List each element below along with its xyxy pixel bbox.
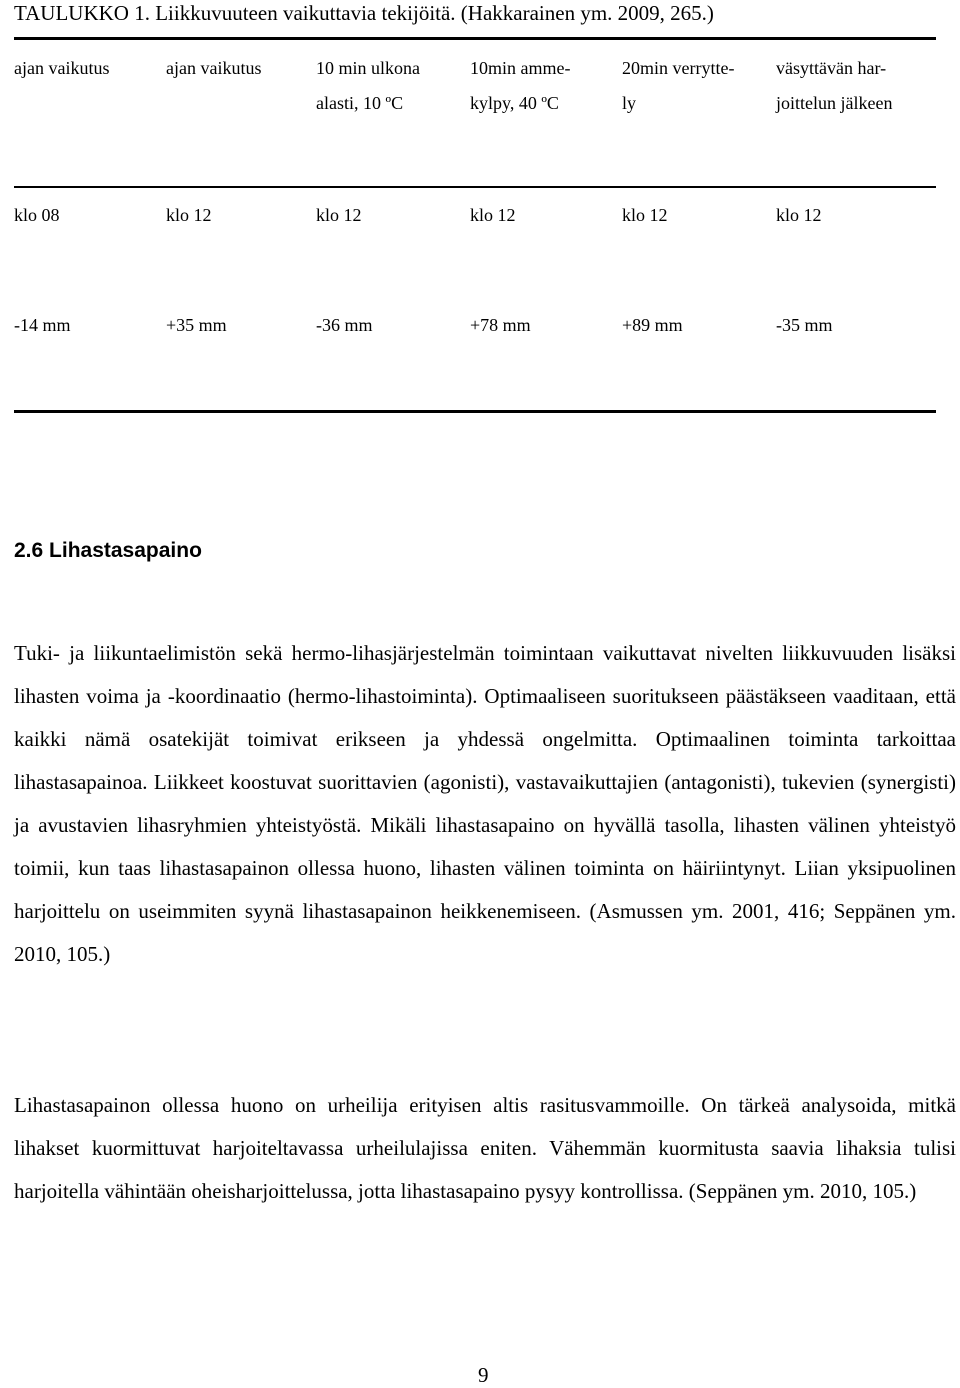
table-header-cell: 10min amme- — [470, 58, 571, 78]
table-cell-result: +78 mm — [470, 315, 531, 335]
page-number: 9 — [478, 1363, 489, 1387]
table-bottom-rule — [14, 410, 936, 413]
table-cell-result: -36 mm — [316, 315, 373, 335]
table-caption: TAULUKKO 1. Liikkuvuuteen vaikuttavia tekijöitä. (Hakkarainen ym. 2009, 265.) — [14, 1, 714, 25]
table-cell-result: -14 mm — [14, 315, 71, 335]
table-cell-time: klo 12 — [166, 205, 212, 225]
section-heading: 2.6 Lihastasapaino — [14, 539, 202, 562]
table-cell-result: -35 mm — [776, 315, 833, 335]
table-cell-time: klo 08 — [14, 205, 60, 225]
table-header-cell: väsyttävän har- — [776, 58, 887, 78]
table-header-cell: 10 min ulkona — [316, 58, 420, 78]
table-header-cell: joittelun jälkeen — [776, 93, 893, 113]
table-cell-result: +35 mm — [166, 315, 227, 335]
table-header-cell: 20min verrytte- — [622, 58, 735, 78]
body-paragraph: Lihastasapainon ollessa huono on urheilija erityisen altis rasitusvammoille. On tärkeä analysoida, mitkä lihakset kuormittuvat harjoiteltavassa urheilulajissa eniten. Vähemmän kuormitusta saavia lihaksia tulisi harjoitella vähintään oheisharjoittelussa, jotta lihastasapaino pysyy kontrollissa. (Seppänen ym. 2010, 105.) — [14, 1093, 956, 1203]
table-header-cell: alasti, 10 ºC — [316, 93, 404, 113]
table-header-cell: ajan vaikutus — [14, 58, 110, 78]
body-paragraph: Tuki- ja liikuntaelimistön sekä hermo-lihasjärjestelmän toimintaan vaikuttavat nivelten liikkuvuuden lisäksi lihasten voima ja -koordinaatio (hermo-lihastoiminta). Optimaaliseen suoritukseen päästäkseen vaaditaan, että kaikki nämä osatekijät toimivat erikseen ja yhdessä ongelmitta. Optimaalinen toiminta tarkoittaa lihastasapainoa. Liikkeet koostuvat suorittavien (agonisti), vastavaikuttajien (antagonisti), tukevien (synergisti) ja avustavien lihasryhmien yhteistyöstä. Mikäli lihastasapaino on hyvällä tasolla, lihasten välinen yhteistyö toimii, kun taas lihastasapainon ollessa huono, lihasten välinen toiminta on häiriintynyt. Liian yksipuolinen harjoittelu on useimmiten syynä lihastasapainon heikkenemiseen. (Asmussen ym. 2001, 416; Seppänen ym. 2010, 105.) — [14, 641, 956, 966]
table-cell-time: klo 12 — [622, 205, 668, 225]
table-cell-time: klo 12 — [470, 205, 516, 225]
table-header-cell: ly — [622, 93, 637, 113]
table-header-rule — [14, 186, 936, 188]
table-header-cell: kylpy, 40 ºC — [470, 93, 559, 113]
table-cell-time: klo 12 — [776, 205, 822, 225]
table-header-cell: ajan vaikutus — [166, 58, 262, 78]
table-cell-time: klo 12 — [316, 205, 362, 225]
table-top-rule — [14, 37, 936, 40]
table-cell-result: +89 mm — [622, 315, 683, 335]
